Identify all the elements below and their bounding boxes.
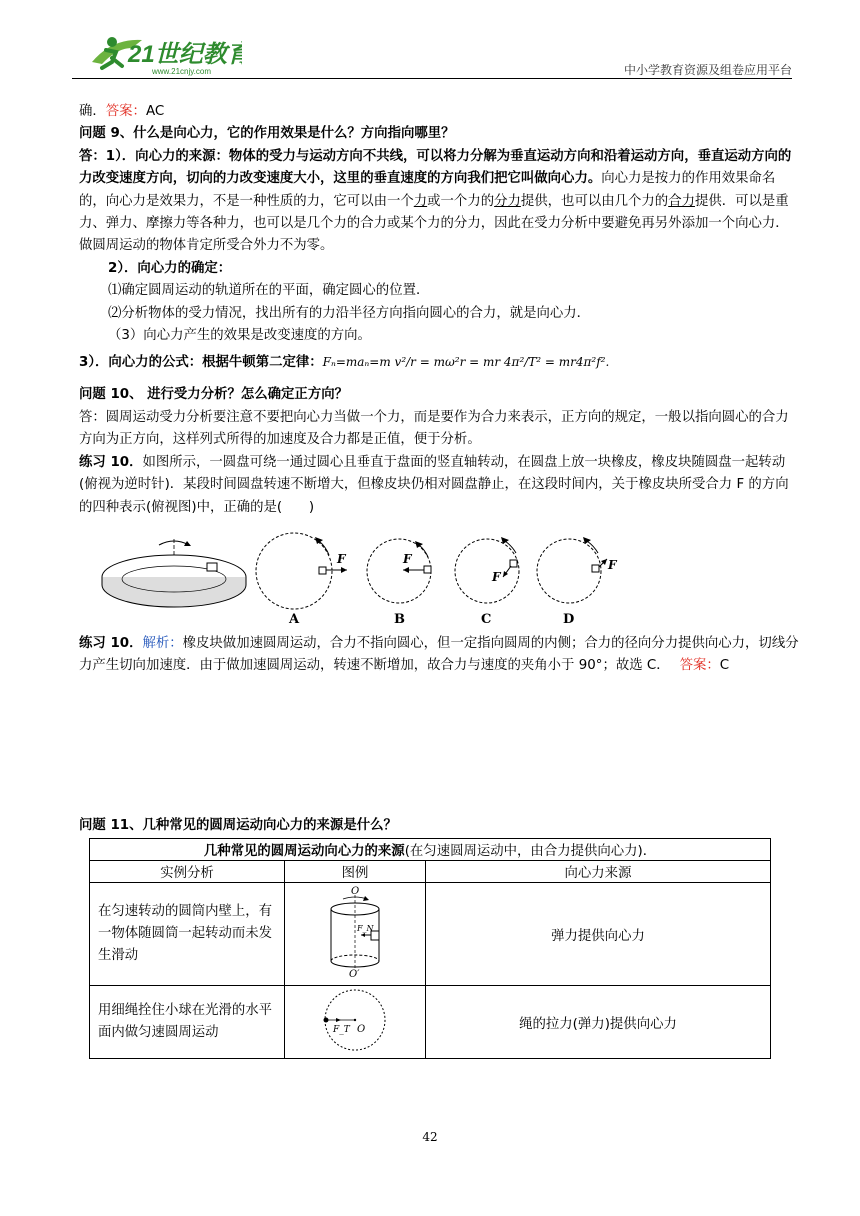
centripetal-formula: Fₙ=maₙ=m v²/r = mω²r = mr 4π²/T² = mr4π²f².	[322, 355, 610, 370]
site-logo	[72, 28, 242, 80]
answer-9-step1: ⑴确定圆周运动的轨道所在的平面，确定圆心的位置．	[108, 283, 430, 299]
svg-text:O: O	[351, 886, 360, 897]
answer-10: 答：圆周运动受力分析要注意不要把向心力当做一个力，而是要作为合力来表示，正方向的规定，一般以指向圆心的合力方向为正方向，这样列式所得的加速度及合力都是正值，便于分析。	[79, 409, 789, 448]
row2-example: 用细绳拴住小球在光滑的水平面内做匀速圆周运动	[90, 986, 285, 1059]
svg-text:F: F	[608, 557, 617, 572]
question-11: 问题 11、几种常见的圆周运动向心力的来源是什么？	[79, 818, 397, 833]
svg-text:C: C	[481, 611, 492, 627]
row1-figure	[285, 883, 426, 986]
row2-source: 绳的拉力(弹力)提供向心力	[426, 986, 771, 1059]
string-ball-diagram	[315, 986, 395, 1054]
svg-text:O: O	[357, 1024, 366, 1035]
option-d-diagram	[537, 537, 618, 627]
table-row	[90, 986, 771, 1059]
table-title: 几种常见的圆周运动向心力的来源(在匀速圆周运动中，由合力提供向心力)．	[90, 839, 771, 861]
platform-name: 中小学教育资源及组卷应用平台	[623, 63, 792, 77]
svg-text:B: B	[394, 611, 405, 627]
rotating-disc-figure	[102, 539, 246, 607]
svg-text:F: F	[337, 551, 346, 566]
answer-9-step3: （3）向心力产生的效果是改变速度的方向。	[108, 328, 371, 344]
answer-9-part2-heading: 2）．向心力的确定：	[108, 260, 232, 276]
logo-text: 21世纪教育	[128, 41, 242, 68]
table-header-row	[90, 861, 771, 883]
question-10: 问题 10、 进行受力分析？怎么确定正方向？	[79, 387, 348, 403]
option-c-diagram	[455, 537, 519, 627]
prev-answer-line: 确．答案：AC	[79, 104, 165, 119]
row1-source: 弹力提供向心力	[426, 883, 771, 986]
question-9: 问题 9、什么是向心力，它的作用效果是什么？方向指向哪里？	[79, 126, 455, 142]
logo-subtext: www.21cnjy.com	[152, 67, 211, 76]
svg-text:F_N: F_N	[357, 924, 374, 933]
page-number: 42	[422, 1130, 438, 1144]
page-content	[79, 101, 801, 678]
svg-text:F_T: F_T	[333, 1025, 350, 1035]
answer-9-step2: ⑵分析物体的受力情况，找出所有的力沿半径方向指向圆心的合力，就是向心力．	[108, 305, 591, 321]
exercise-10-solution: 练习 10．解析：橡皮块做加速圆周运动，合力不指向圆心，但一定指向圆周的内侧；合力的径向分力提供向心力，切线分力产生切向加速度．由于做加速圆周运动，转速不断增加，故合力与速度的夹角小于 90°；故选 C． 答案：C	[79, 635, 799, 674]
exercise-10: 练习 10．如图所示，一圆盘可绕一通过圆心且垂直于盘面的竖直轴转动，在圆盘上放一块橡皮，橡皮块随圆盘一起转动(俯视为逆时针)．某段时间圆盘转速不断增大，但橡皮块仍相对圆盘静止，在这段时间内，关于橡皮块所受合力 F 的方向的四种表示(俯视图)中，正确的是( )	[79, 454, 789, 515]
col-header-figure: 图例	[285, 861, 426, 883]
answer-9-formula-line: 3）．向心力的公式：根据牛顿第二定律：Fₙ=maₙ=m v²/r = mω²r = mr 4π²/T² = mr4π²f².	[79, 355, 610, 371]
answer-9-part1: 答：1）．向心力的来源：物体的受力与运动方向不共线，可以将力分解为垂直运动方向和沿着运动方向，垂直运动方向的力改变速度方向，切向的力改变速度大小，这里的垂直速度的方向我们把它叫做向心力。向心力是按力的作用效果命名的，向心力是效果力，不是一种性质的力，它可以由一个力或一个力的分力提供，也可以由几个力的合力提供．可以是重力、弹力、摩擦力等各种力，也可以是几个力的合力或某个力的分力，因此在受力分析中要避免再另外添加一个向心力．做圆周运动的物体肯定所受合外力不为零。	[79, 148, 792, 254]
svg-text:F: F	[403, 551, 412, 566]
row1-example: 在匀速转动的圆筒内壁上，有一物体随圆筒一起转动而未发生滑动	[90, 883, 285, 986]
svg-text:D: D	[563, 611, 575, 627]
option-a-diagram	[256, 533, 347, 627]
col-header-source: 向心力来源	[426, 861, 771, 883]
centripetal-sources-table	[89, 838, 771, 1059]
col-header-example: 实例分析	[90, 861, 285, 883]
header-divider	[72, 78, 792, 79]
row2-figure	[285, 986, 426, 1059]
svg-text:A: A	[289, 611, 300, 627]
table-row	[90, 883, 771, 986]
cylinder-diagram	[315, 883, 395, 981]
svg-text:O′: O′	[349, 969, 360, 980]
option-b-diagram	[367, 539, 431, 627]
svg-text:F: F	[492, 569, 501, 584]
exercise-10-figure	[79, 519, 801, 629]
